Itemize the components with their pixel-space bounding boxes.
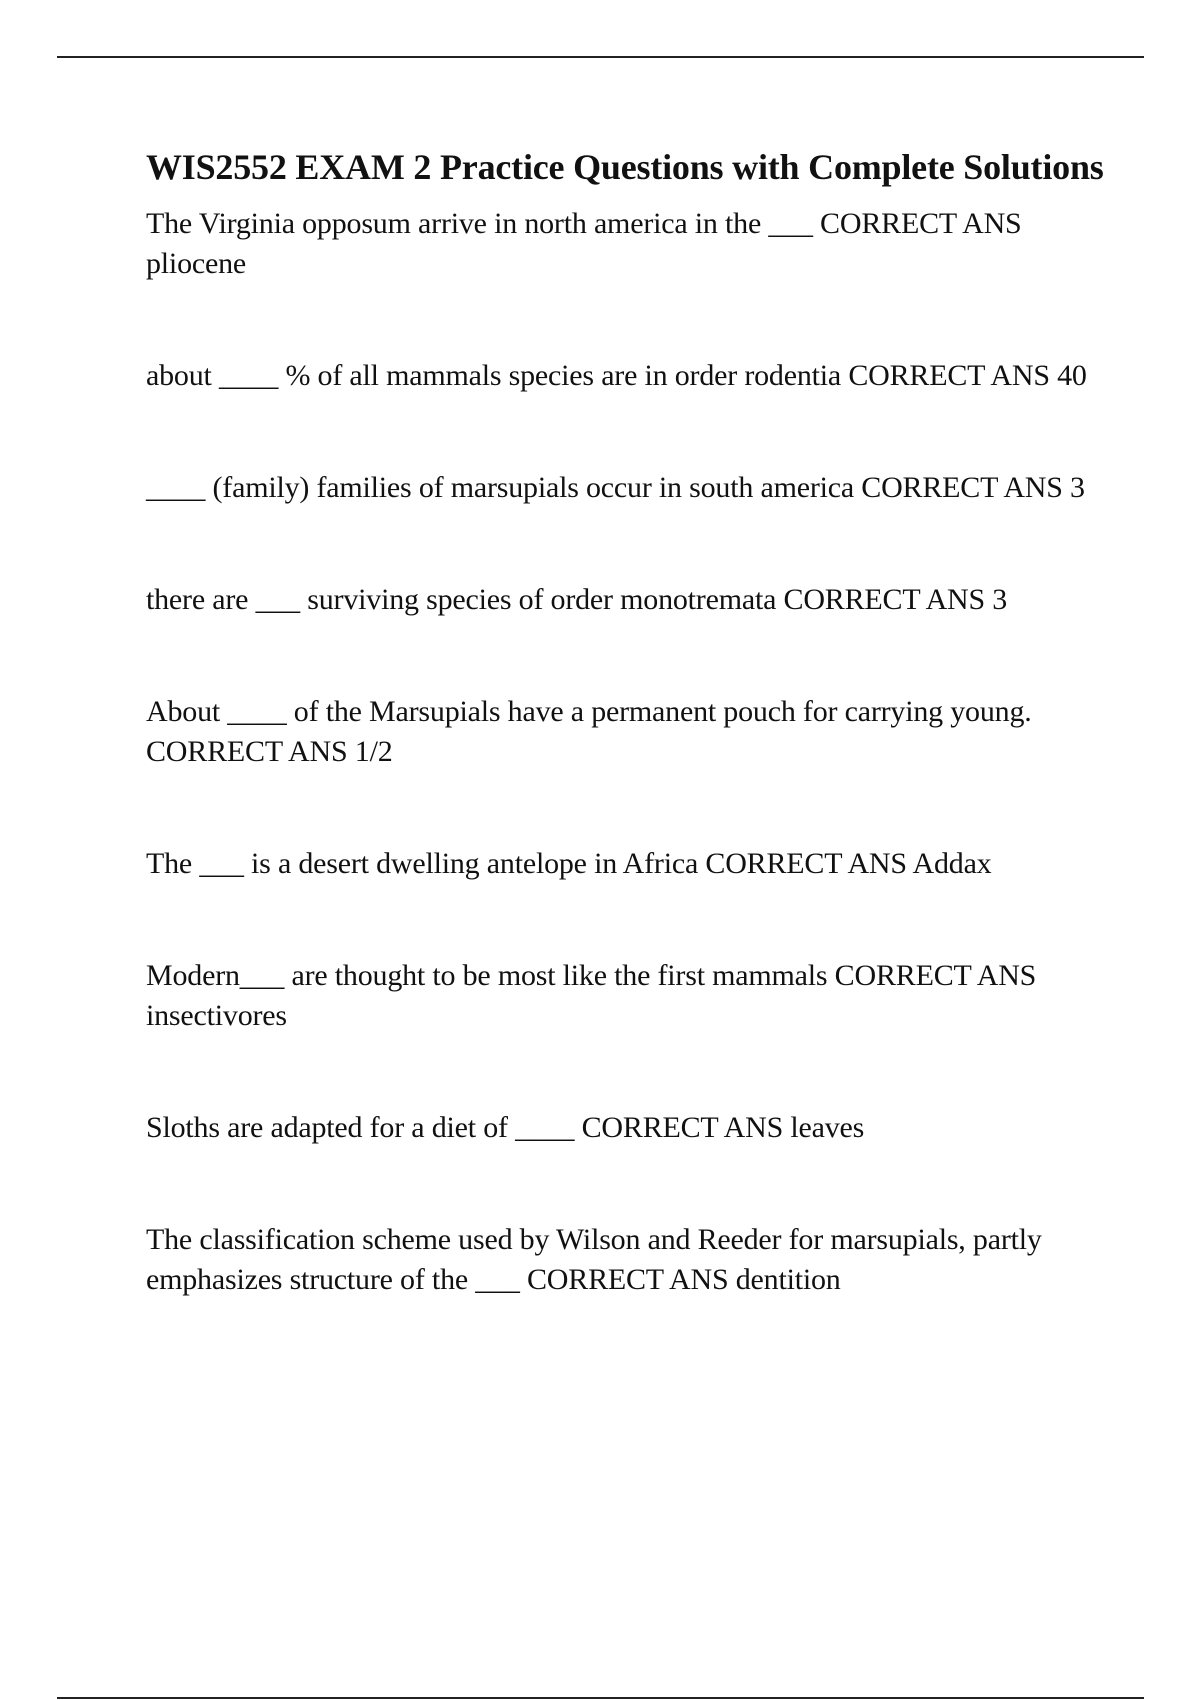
- question-item: [146, 1220, 1106, 1300]
- question-item: [146, 844, 1106, 884]
- question-text: About ____ of the Marsupials have a permanent pouch for carrying young. CORRECT ANS 1/2: [146, 695, 1032, 768]
- document-body: [146, 142, 1106, 1372]
- question-item: [146, 1108, 1106, 1148]
- question-item: [146, 356, 1106, 396]
- question-text: The classification scheme used by Wilson and Reeder for marsupials, partly emphasizes structure of the ___ CORRECT ANS dentition: [146, 1223, 1042, 1296]
- question-text: The Virginia opposum arrive in north america in the ___ CORRECT ANS pliocene: [146, 207, 1022, 280]
- question-text: The ___ is a desert dwelling antelope in Africa CORRECT ANS Addax: [146, 847, 992, 880]
- question-item: [146, 204, 1106, 284]
- question-item: [146, 580, 1106, 620]
- header-rule: [57, 56, 1144, 58]
- question-list: [146, 204, 1106, 1300]
- footer-rule: [57, 1697, 1144, 1699]
- question-item: [146, 956, 1106, 1036]
- question-text: Sloths are adapted for a diet of ____ CORRECT ANS leaves: [146, 1111, 865, 1144]
- question-text: about ____ % of all mammals species are in order rodentia CORRECT ANS 40: [146, 359, 1087, 392]
- document-title: WIS2552 EXAM 2 Practice Questions with Complete Solutions: [146, 147, 1104, 187]
- question-text: there are ___ surviving species of order monotremata CORRECT ANS 3: [146, 583, 1008, 616]
- question-item: [146, 468, 1106, 508]
- question-text: ____ (family) families of marsupials occur in south america CORRECT ANS 3: [146, 471, 1085, 504]
- question-item: [146, 692, 1106, 772]
- question-text: Modern___ are thought to be most like the first mammals CORRECT ANS insectivores: [146, 959, 1037, 1032]
